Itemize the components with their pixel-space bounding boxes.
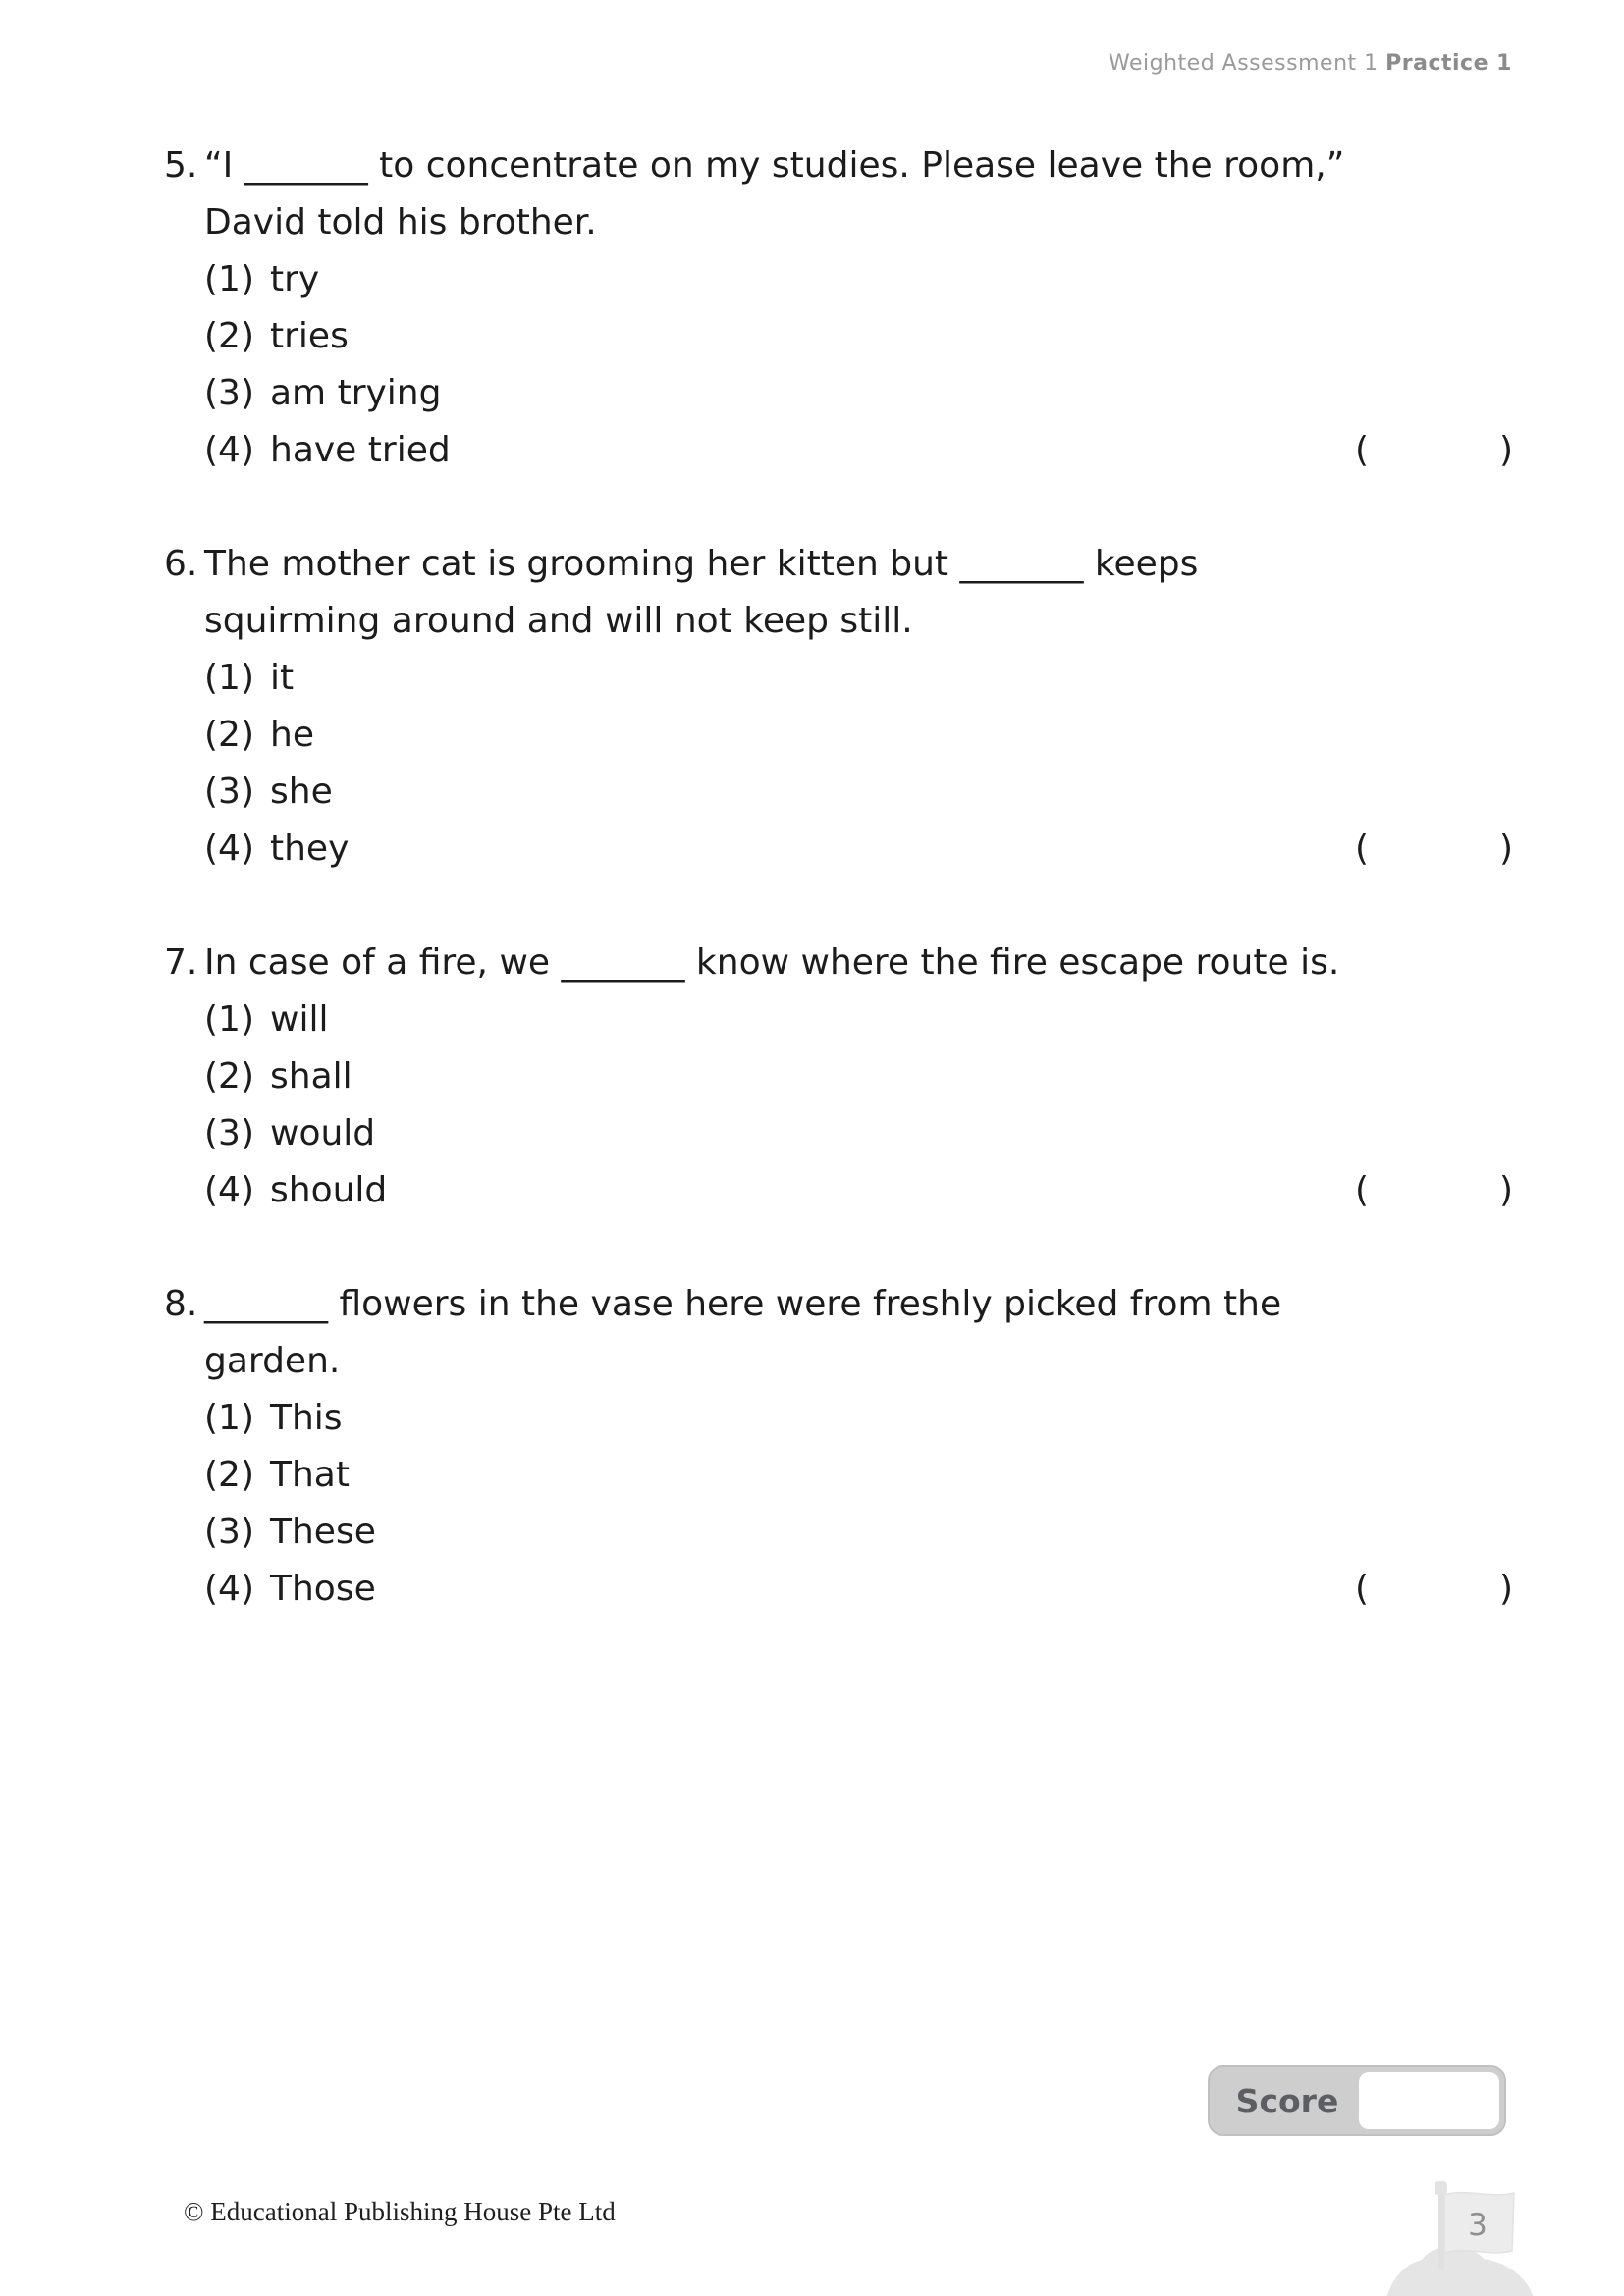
answer-bracket-close: ): [1499, 430, 1514, 470]
question-stem-line: garden.: [204, 1341, 341, 1381]
option-text: That: [270, 1455, 350, 1495]
option-text: am trying: [270, 373, 442, 413]
option-number: (4): [204, 1170, 254, 1210]
header-practice-title: Practice 1: [1385, 51, 1512, 76]
answer-bracket-open: (: [1355, 1569, 1370, 1609]
answer-bracket-open: (: [1355, 430, 1370, 470]
option-text: he: [270, 715, 314, 755]
option-text: it: [270, 658, 295, 698]
question-stem-line: “I _______ to concentrate on my studies. Please leave the room,”: [204, 145, 1345, 186]
option-row: [204, 991, 1512, 1048]
option-row: [204, 1447, 1512, 1504]
option-number: (2): [204, 1056, 254, 1096]
option-row: [204, 251, 1512, 308]
option-number: (4): [204, 430, 254, 470]
option-number: (3): [204, 1113, 254, 1153]
question-stem-line: squirming around and will not keep still.: [204, 601, 913, 641]
option-number: (3): [204, 373, 254, 413]
option-number: (2): [204, 715, 254, 755]
option-number: (3): [204, 772, 254, 812]
option-number: (1): [204, 658, 254, 698]
option-row: [204, 821, 1512, 878]
question-6: [164, 536, 1512, 878]
option-row: [204, 1162, 1512, 1219]
question-number: 6.: [164, 544, 198, 584]
answer-bracket-close: ): [1499, 1170, 1514, 1210]
option-text: try: [270, 259, 320, 299]
question-number: 8.: [164, 1284, 198, 1324]
option-text: will: [270, 999, 329, 1040]
option-number: (1): [204, 999, 254, 1040]
option-number: (2): [204, 1455, 254, 1495]
option-text: they: [270, 828, 350, 869]
question-5: [164, 137, 1512, 479]
option-row: [204, 650, 1512, 707]
option-text: have tried: [270, 430, 451, 470]
option-row: [204, 1561, 1512, 1618]
answer-bracket-close: ): [1499, 828, 1514, 869]
option-number: (3): [204, 1512, 254, 1552]
question-list: [164, 137, 1512, 1675]
option-row: [204, 764, 1512, 821]
question-number: 7.: [164, 942, 198, 983]
answer-bracket-open: (: [1355, 828, 1370, 869]
score-box: [1208, 2065, 1506, 2136]
option-row: [204, 422, 1512, 479]
option-text: would: [270, 1113, 376, 1153]
page-number: 3: [1468, 2208, 1488, 2243]
option-text: should: [270, 1170, 388, 1210]
copyright-notice: © Educational Publishing House Pte Ltd: [184, 2197, 616, 2226]
question-number: 5.: [164, 145, 198, 186]
option-text: tries: [270, 316, 349, 356]
option-row: [204, 365, 1512, 422]
page-number-flag-icon: [1379, 2149, 1624, 2296]
question-stem-line: David told his brother.: [204, 202, 597, 242]
answer-bracket-close: ): [1499, 1569, 1514, 1609]
score-label: Score: [1235, 2081, 1339, 2120]
question-stem-line: The mother cat is grooming her kitten but _______ keeps: [204, 544, 1199, 584]
option-row: [204, 1504, 1512, 1561]
question-stem-line: In case of a fire, we _______ know where the fire escape route is.: [204, 942, 1340, 983]
score-entry-field: [1359, 2072, 1499, 2129]
option-number: (4): [204, 1569, 254, 1609]
page-header: [0, 51, 1512, 76]
option-number: (2): [204, 316, 254, 356]
option-row: [204, 1390, 1512, 1447]
option-row: [204, 1105, 1512, 1162]
option-text: This: [270, 1398, 343, 1438]
question-8: [164, 1276, 1512, 1618]
option-number: (1): [204, 1398, 254, 1438]
option-text: Those: [270, 1569, 376, 1609]
option-number: (1): [204, 259, 254, 299]
option-row: [204, 308, 1512, 365]
option-text: she: [270, 772, 333, 812]
answer-bracket-open: (: [1355, 1170, 1370, 1210]
option-text: These: [270, 1512, 376, 1552]
option-number: (4): [204, 828, 254, 869]
option-text: shall: [270, 1056, 352, 1096]
option-row: [204, 707, 1512, 764]
question-stem-line: _______ flowers in the vase here were freshly picked from the: [204, 1284, 1282, 1324]
header-section-title: Weighted Assessment 1: [1109, 51, 1379, 76]
question-7: [164, 934, 1512, 1219]
option-row: [204, 1048, 1512, 1105]
